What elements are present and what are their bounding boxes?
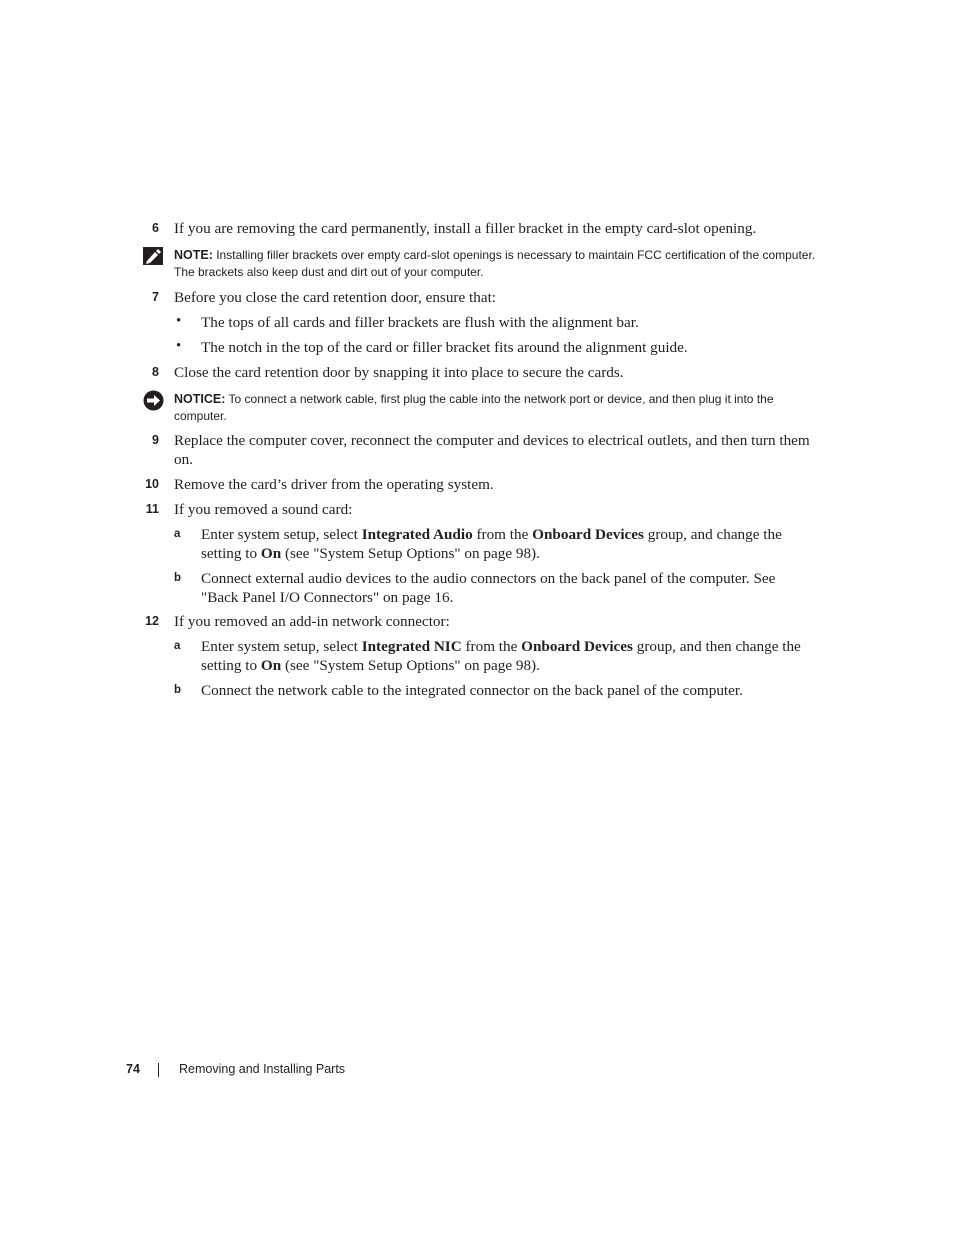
bullet-marker: •	[176, 338, 182, 354]
step-number-8: 8	[152, 365, 159, 379]
step-number-7: 7	[152, 290, 159, 304]
substep-11a-part1: Enter system setup, select	[201, 526, 362, 543]
substep-12a-part4: (see "System Setup Options" on page 98).	[281, 657, 540, 674]
step-9-text: Replace the computer cover, reconnect the computer and devices to electrical outlets, and then turn them on.	[174, 432, 810, 468]
step-12-text: If you removed an add-in network connector:	[174, 613, 450, 630]
step-10-text: Remove the card’s driver from the operating system.	[174, 476, 494, 493]
substep-letter-12b: b	[174, 684, 182, 696]
substep-letter-11b: b	[174, 572, 182, 584]
bullet-item-2: The notch in the top of the card or filler bracket fits around the alignment guide.	[201, 339, 688, 356]
step-number-11: 11	[145, 502, 159, 516]
substep-letter-11a: a	[174, 528, 181, 540]
substep-12a-text	[201, 637, 826, 675]
substep-11a-text	[201, 525, 816, 563]
substep-12a-part1: Enter system setup, select	[201, 638, 362, 655]
menu-term-onboard-devices: Onboard Devices	[521, 638, 633, 655]
step-number-6: 6	[152, 221, 159, 235]
substep-11b-text: Connect external audio devices to the audio connectors on the back panel of the computer. See "Back Panel I/O Connectors" on page 16.	[201, 570, 776, 606]
note-text: Installing filler brackets over empty card-slot openings is necessary to maintain FCC certification of the computer. The brackets also keep dust and dirt out of your computer.	[174, 248, 816, 279]
pencil-note-icon	[143, 247, 163, 270]
notice-text: To connect a network cable, first plug the cable into the network port or device, and then plug it into the computer.	[174, 392, 774, 423]
setting-term-on: On	[260, 545, 282, 562]
step-11-text: If you removed a sound card:	[174, 501, 353, 518]
menu-term-integrated-audio: Integrated Audio	[361, 526, 473, 543]
note-label: NOTE:	[174, 248, 213, 262]
substep-12a-part2: from the	[461, 638, 522, 655]
step-number-10: 10	[145, 477, 159, 491]
substep-11a-part3: group, and change the setting to	[201, 526, 782, 562]
substep-12a-part3: group, and then change the setting to	[201, 638, 801, 674]
menu-term-onboard-devices: Onboard Devices	[532, 526, 644, 543]
page-number: 74	[126, 1062, 140, 1076]
step-number-12: 12	[145, 614, 159, 628]
bullet-item-1: The tops of all cards and filler brackets are flush with the alignment bar.	[201, 314, 639, 331]
notice-label: NOTICE:	[174, 392, 226, 406]
footer-divider	[158, 1063, 159, 1077]
step-6-text: If you are removing the card permanently, install a filler bracket in the empty card-slot opening.	[174, 220, 757, 237]
bullet-marker: •	[176, 313, 182, 329]
step-8-text: Close the card retention door by snapping it into place to secure the cards.	[174, 364, 624, 381]
footer-section-title: Removing and Installing Parts	[179, 1062, 346, 1076]
notice-block	[174, 391, 824, 425]
substep-11a-part2: from the	[472, 526, 533, 543]
substep-letter-12a: a	[174, 640, 181, 652]
note-block	[174, 247, 824, 281]
menu-term-integrated-nic: Integrated NIC	[361, 638, 462, 655]
step-7-text: Before you close the card retention door, ensure that:	[174, 289, 497, 306]
setting-term-on: On	[260, 657, 282, 674]
step-number-9: 9	[152, 433, 159, 447]
substep-11a-part4: (see "System Setup Options" on page 98).	[281, 545, 540, 562]
substep-12b-text: Connect the network cable to the integrated connector on the back panel of the computer.	[201, 682, 743, 699]
arrow-notice-icon	[143, 390, 164, 416]
